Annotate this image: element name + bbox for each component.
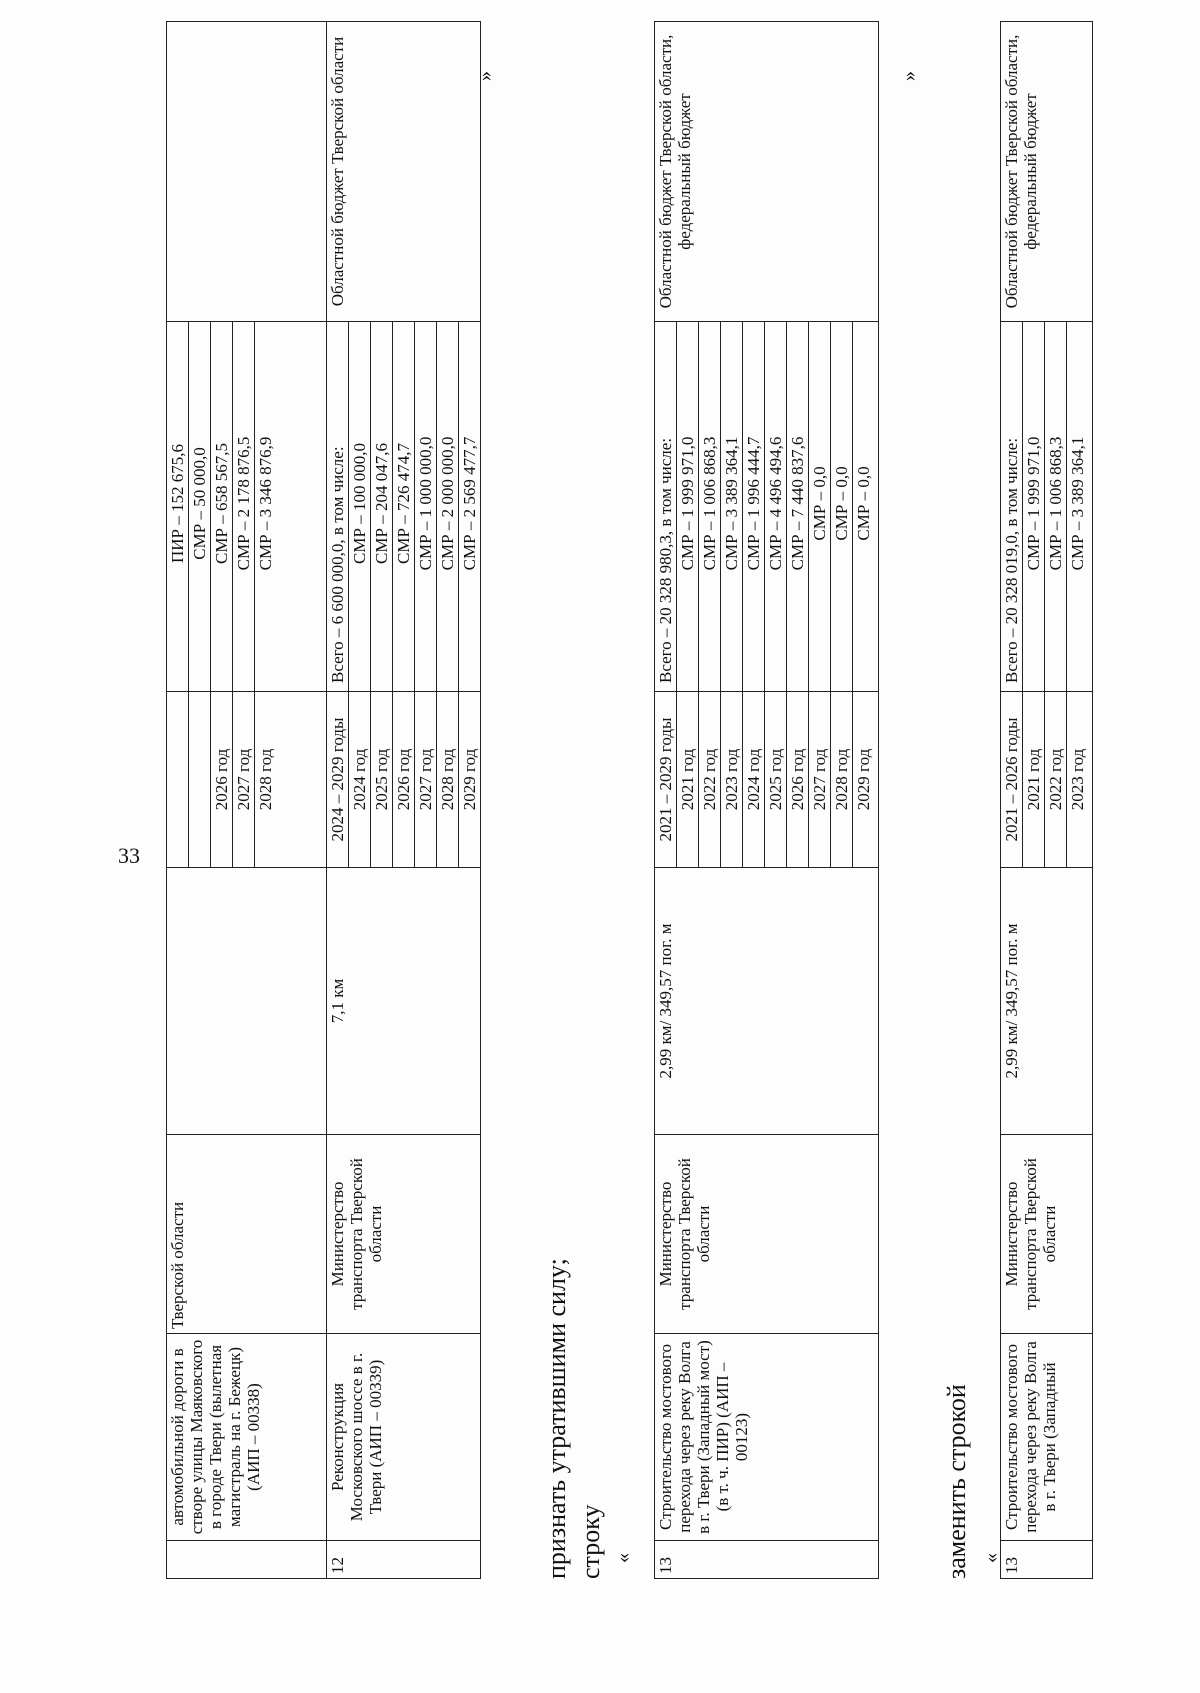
value-item: СМР – 1 006 868,3	[1044, 322, 1066, 691]
years-item: 2022 год	[1044, 692, 1066, 867]
capacity: 7,1 км	[327, 868, 481, 1135]
value-item: СМР – 1 006 868,3	[698, 322, 720, 691]
years-list	[1001, 692, 1088, 867]
value-item: СМР – 1 999 971,0	[1022, 322, 1044, 691]
years-item: 2028 год	[436, 692, 458, 867]
funding-source: Областной бюджет Тверской области	[327, 22, 481, 322]
value-item: Всего – 6 600 000,0, в том числе:	[328, 446, 347, 683]
years-item: 2029 год	[852, 692, 874, 867]
value-item: СМР – 658 567,5	[210, 322, 232, 691]
capacity: 2,99 км/ 349,57 пог. м	[1001, 868, 1093, 1135]
object-name: Строительство мостового перехода через реку Волга в г. Твери (Западный	[1001, 1334, 1093, 1541]
heading-row: строку	[576, 1504, 605, 1579]
heading-repeal: признать утратившими силу;	[542, 1258, 571, 1579]
row-number: 13	[655, 1541, 879, 1579]
years-list	[655, 692, 874, 867]
page-number: 33	[118, 843, 140, 868]
years-item: 2026 год	[392, 692, 414, 867]
value-item: СМР – 204 047,6	[370, 322, 392, 691]
value-item: СМР – 1 996 444,7	[742, 322, 764, 691]
years-list	[327, 692, 480, 867]
years-cell	[327, 692, 481, 868]
value-item: СМР – 0,0	[830, 322, 852, 691]
object-name: автомобильной дороги в створе улицы Маяковского в городе Твери (вылетная магистраль на г. Бежецк) (АИП – 00338)	[167, 1334, 327, 1541]
customer: Министерство транспорта Тверской области	[1001, 1135, 1093, 1334]
years-item: 2023 год	[1066, 692, 1088, 867]
table-row	[167, 22, 327, 1579]
table-section-1	[166, 21, 481, 1579]
years-item: 2029 год	[458, 692, 480, 867]
table-section-3	[1000, 21, 1093, 1579]
years-item: 2021 – 2029 годы	[656, 717, 675, 842]
value-item: СМР – 7 440 837,6	[786, 322, 808, 691]
years-item: 2028 год	[254, 692, 276, 867]
years-item: 2026 год	[786, 692, 808, 867]
value-item: СМР – 4 496 494,6	[764, 322, 786, 691]
value-item: СМР – 50 000,0	[188, 322, 210, 691]
value-item: СМР – 0,0	[808, 322, 830, 691]
years-item: 2024 год	[348, 692, 370, 867]
value-item: ПИР – 152 675,6	[168, 444, 187, 564]
years-item	[188, 692, 210, 867]
table-row	[327, 22, 481, 1579]
years-item: 2023 год	[720, 692, 742, 867]
object-name: Строительство мостового перехода через реку Волга в г. Твери (Западный мост) (в т. ч. ПИР) (АИП – 00123)	[655, 1334, 879, 1541]
years-cell	[655, 692, 879, 868]
table-section-2	[654, 21, 879, 1579]
row-number	[167, 1541, 327, 1579]
years-item: 2027 год	[808, 692, 830, 867]
values-cell	[327, 322, 481, 692]
object-name: Реконструкция Московского шоссе в г. Твери (АИП – 00339)	[327, 1334, 481, 1541]
funding-source: Областной бюджет Тверской области, федеральный бюджет	[1001, 22, 1093, 322]
value-item: Всего – 20 328 019,0, в том числе:	[1002, 437, 1021, 683]
years-item: 2025 год	[370, 692, 392, 867]
value-item: СМР – 2 000 000,0	[436, 322, 458, 691]
value-item: СМР – 1 000 000,0	[414, 322, 436, 691]
values-cell	[167, 322, 327, 692]
table-row	[1001, 22, 1093, 1579]
years-item: 2022 год	[698, 692, 720, 867]
years-list	[167, 692, 276, 867]
close-quote: »	[474, 71, 496, 81]
value-item: СМР – 726 474,7	[392, 322, 414, 691]
customer: Тверской области	[167, 1135, 327, 1334]
table-row	[655, 22, 879, 1579]
years-item	[167, 692, 188, 867]
capacity: 2,99 км/ 349,57 пог. м	[655, 868, 879, 1135]
close-quote: »	[898, 71, 920, 81]
values-cell	[1001, 322, 1093, 692]
years-item: 2021 – 2026 годы	[1002, 717, 1021, 842]
row-number: 13	[1001, 1541, 1093, 1579]
heading-replace: заменить строкой	[942, 1384, 971, 1579]
years-item: 2021 год	[1022, 692, 1044, 867]
value-item: СМР – 2 178 876,5	[232, 322, 254, 691]
funding-source: Областной бюджет Тверской области, федеральный бюджет	[655, 22, 879, 322]
value-item: СМР – 100 000,0	[348, 322, 370, 691]
row-number: 12	[327, 1541, 481, 1579]
values-list	[327, 322, 480, 691]
values-list	[1001, 322, 1088, 691]
customer: Министерство транспорта Тверской области	[655, 1135, 879, 1334]
value-item: СМР – 3 389 364,1	[720, 322, 742, 691]
value-item: СМР – 3 346 876,9	[254, 322, 276, 691]
value-item: СМР – 3 389 364,1	[1066, 322, 1088, 691]
open-quote: «	[980, 1553, 1002, 1563]
customer: Министерство транспорта Тверской области	[327, 1135, 481, 1334]
years-cell	[1001, 692, 1093, 868]
years-cell	[167, 692, 327, 868]
values-cell	[655, 322, 879, 692]
years-item: 2028 год	[830, 692, 852, 867]
years-item: 2024 – 2029 годы	[328, 717, 347, 842]
years-item: 2026 год	[210, 692, 232, 867]
funding-source	[167, 22, 327, 322]
value-item: Всего – 20 328 980,3, в том числе:	[656, 437, 675, 683]
capacity	[167, 868, 327, 1135]
value-item: СМР – 1 999 971,0	[676, 322, 698, 691]
value-item: СМР – 0,0	[852, 322, 874, 691]
years-item: 2027 год	[414, 692, 436, 867]
value-item: СМР – 2 569 477,7	[458, 322, 480, 691]
years-item: 2027 год	[232, 692, 254, 867]
values-list	[167, 322, 276, 691]
values-list	[655, 322, 874, 691]
years-item: 2021 год	[676, 692, 698, 867]
years-item: 2024 год	[742, 692, 764, 867]
open-quote: «	[612, 1553, 634, 1563]
years-item: 2025 год	[764, 692, 786, 867]
